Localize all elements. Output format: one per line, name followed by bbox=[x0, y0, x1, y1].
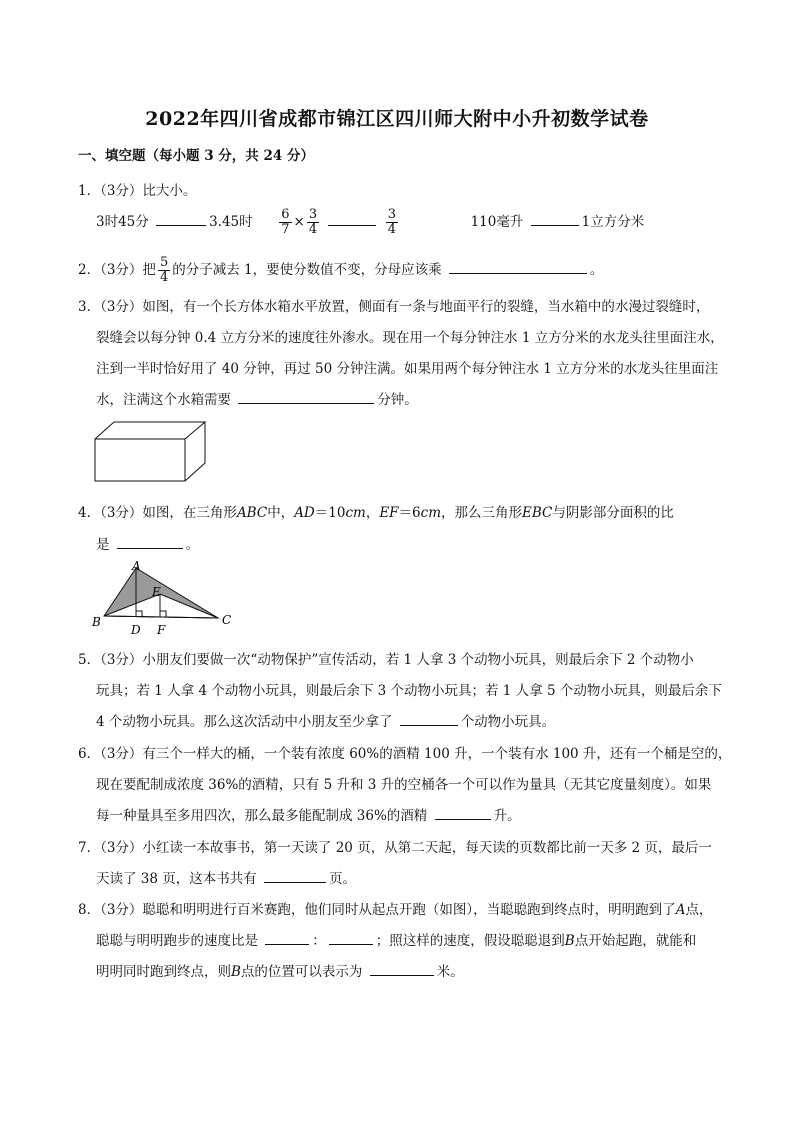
answer-blank[interactable] bbox=[328, 213, 376, 226]
question-5-line-1: 5．（3分）小朋友们要做一次“动物保护”宣传活动，若 1 人拿 3 个动物小玩具，则最后余下 2 个动物小 bbox=[78, 652, 694, 668]
page-title: 2022年四川省成都市锦江区四川师大附中小升初数学试卷 bbox=[145, 108, 649, 130]
times-sign: × bbox=[293, 214, 305, 230]
question-6-line-2: 现在要配制成浓度 36%的酒精，只有 5 升和 3 升的空桶各一个可以作为量具（无其它度量刻度）。如果 bbox=[96, 777, 712, 793]
question-3-line-3: 注到一半时恰好用了 40 分钟，再过 50 分钟注满。如果用两个每分钟注水 1 立方分米的水龙头往里面注 bbox=[96, 361, 719, 377]
q1-c-left: 110毫升 bbox=[470, 214, 524, 230]
answer-blank[interactable] bbox=[329, 932, 373, 945]
fraction: $\frac{6}{7}$ bbox=[281, 207, 290, 237]
q1-a-right: 3.45时 bbox=[209, 214, 253, 230]
q2-text: 。 bbox=[589, 262, 604, 278]
answer-blank[interactable] bbox=[449, 261, 587, 274]
question-4-line-1: 4．（3分）如图，在三角形ABC中，AD＝10cm，EF＝6cm，那么三角形EBC与阴影部分面积的比 bbox=[78, 505, 674, 521]
label-e: E bbox=[152, 585, 161, 599]
question-3-line-4 bbox=[96, 388, 418, 408]
answer-blank[interactable] bbox=[117, 536, 183, 549]
answer-blank[interactable] bbox=[435, 807, 491, 820]
question-7-line-2: 天读了 38 页，这本书共有 页。 bbox=[96, 871, 357, 887]
q1-c-right: 1立方分米 bbox=[581, 214, 645, 230]
fraction: $\frac{3}{4}$ bbox=[387, 207, 396, 237]
answer-blank[interactable] bbox=[531, 213, 579, 226]
question-5-line-3: 4 个动物小玩具。那么这次活动中小朋友至少拿了 个动物小玩具。 bbox=[96, 714, 556, 730]
question-8-line-3: 明明同时跑到终点，则B点的位置可以表示为 米。 bbox=[96, 964, 464, 980]
question-4-line-2: 是 。 bbox=[96, 537, 200, 553]
label-f: F bbox=[157, 623, 166, 637]
question-1-items bbox=[96, 208, 644, 237]
label-d: D bbox=[131, 623, 141, 637]
question-8-line-2: 聪聪与明明跑步的速度比是 ： ；照这样的速度，假设聪聪退到B点开始起跑，就能和 bbox=[96, 933, 697, 949]
cuboid-tank-figure bbox=[94, 421, 208, 483]
answer-blank[interactable] bbox=[264, 870, 326, 883]
question-3-line-1: 3．（3分）如图，有一个长方体水箱水平放置，侧面有一条与地面平行的裂缝，当水箱中的水漫过裂缝时， bbox=[78, 299, 710, 315]
answer-blank[interactable] bbox=[265, 932, 309, 945]
q2-text: 的分子减去 1，要使分数值不变，分母应该乘 bbox=[172, 262, 442, 278]
question-5-line-2: 玩具；若 1 人拿 4 个动物小玩具，则最后余下 3 个动物小玩具；若 1 人拿 5 个动物小玩具，则最后余下 bbox=[96, 683, 722, 699]
fraction: $\frac{3}{4}$ bbox=[308, 207, 318, 237]
answer-blank[interactable] bbox=[370, 963, 434, 976]
q3-text: 水，注满这个水箱需要 bbox=[96, 392, 231, 408]
triangle-figure bbox=[88, 560, 238, 638]
label-c: C bbox=[222, 613, 232, 627]
label-b: B bbox=[92, 615, 101, 629]
label-a: A bbox=[132, 560, 141, 573]
question-2 bbox=[78, 256, 603, 285]
question-7-line-1: 7．（3分）小红读一本故事书，第一天读了 20 页，从第二天起，每天读的页数都比前一天多 2 页，最后一 bbox=[78, 840, 712, 856]
tank-top-face bbox=[95, 422, 205, 439]
question-6-line-3: 每一种量具至多用四次，那么最多能配制成 36%的酒精 升。 bbox=[96, 808, 521, 824]
q1-a-left: 3时45分 bbox=[96, 214, 149, 230]
answer-blank[interactable] bbox=[156, 213, 206, 226]
q2-text: 2．（3分）把 bbox=[78, 262, 156, 278]
question-6-line-1: 6．（3分）有三个一样大的桶，一个装有浓度 60%的酒精 100 升，一个装有水 100 升，还有一个桶是空的， bbox=[78, 746, 732, 762]
fraction: $\frac{5}{4}$ bbox=[159, 255, 169, 285]
question-3-line-2: 裂缝会以每分钟 0.4 立方分米的速度往外渗水。现在用一个每分钟注水 1 立方分米的水龙头往里面注水， bbox=[96, 330, 724, 346]
question-1-stem: 1．（3分）比大小。 bbox=[78, 183, 197, 199]
tank-front-face bbox=[95, 439, 185, 481]
answer-blank[interactable] bbox=[238, 391, 374, 404]
q3-text: 分钟。 bbox=[377, 392, 418, 408]
section-heading: 一、填空题（每小题 3 分，共 24 分） bbox=[78, 148, 314, 164]
answer-blank[interactable] bbox=[400, 713, 458, 726]
question-8-line-1: 8．（3分）聪聪和明明进行百米赛跑，他们同时从起点开跑（如图），当聪聪跑到终点时，明明跑到了A点， bbox=[78, 902, 713, 918]
